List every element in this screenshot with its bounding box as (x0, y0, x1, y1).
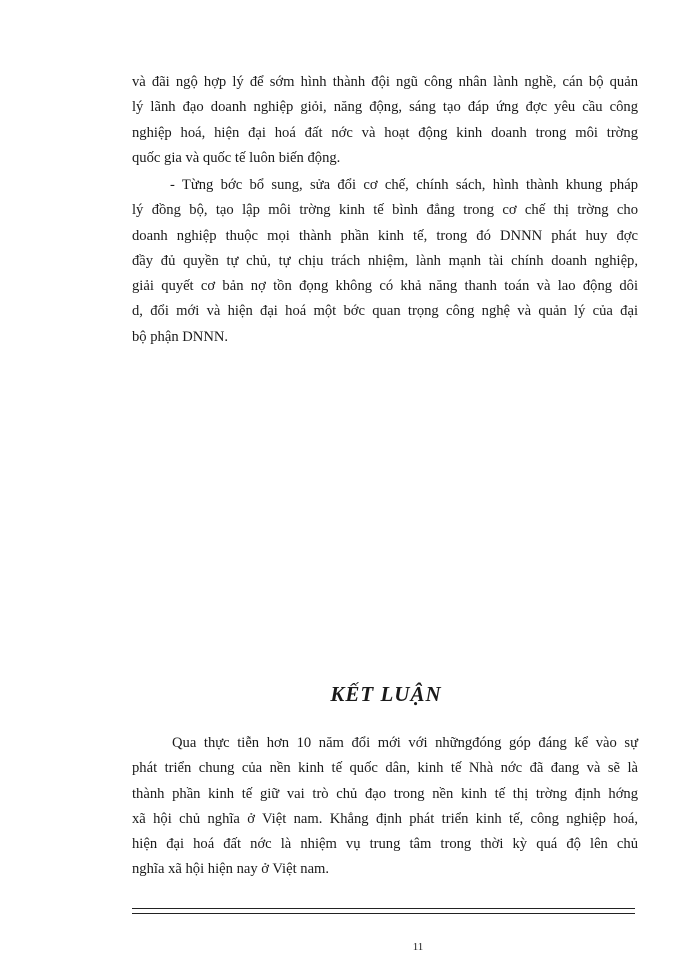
text-line: và đãi ngộ hợp lý để sớm hình thành đội ngũ công nhân lành nghề, cán bộ quản (132, 74, 638, 90)
text-line: đầy đủ quyền tự chủ, tự chịu trách nhiệm, lành mạnh tài chính doanh nghiệp, (132, 252, 638, 269)
text-line: giải quyết cơ bản nợ tồn đọng không có khả năng thanh toán và lao động dôi (132, 278, 638, 295)
text-line: hiện đại hoá đất nớc là nhiệm vụ trung tâm trong thời kỳ quá độ lên chủ (132, 836, 638, 853)
paragraph-workforce (132, 70, 638, 171)
text-line: Qua thực tiễn hơn 10 năm đổi mới với nhữngđóng góp đáng kể vào sự (172, 735, 638, 751)
text-line: lý đồng bộ, tạo lập môi trờng kinh tế bình đẳng trong cơ chế thị trờng cho (132, 202, 638, 219)
text-line: doanh nghiệp thuộc mọi thành phần kinh tế, trong đó DNNN phát huy đợc (132, 227, 638, 244)
text-line: lý lãnh đạo doanh nghiệp giỏi, năng động, sáng tạo đáp ứng đợc yêu cầu công (132, 99, 638, 116)
paragraph-legal-framework (132, 173, 638, 350)
text-line: nghiệp hoá, hiện đại hoá đất nớc và hoạt động kinh doanh trong môi trờng (132, 124, 638, 141)
conclusion-heading: KẾT LUẬN (330, 682, 442, 706)
page-number: 11 (412, 941, 424, 953)
text-line: phát triển chung của nền kinh tế quốc dân, kinh tế Nhà nớc đã đang và sẽ là (132, 760, 638, 777)
text-line: d, đổi mới và hiện đại hoá một bớc quan trọng công nghệ và quản lý của đại (132, 303, 638, 320)
footer-double-rule (132, 908, 635, 914)
text-line: nghĩa xã hội hiện nay ở Việt nam. (132, 861, 330, 878)
paragraph-conclusion (132, 731, 638, 883)
text-line: quốc gia và quốc tế luôn biến động. (132, 149, 341, 166)
text-line: - Từng bớc bổ sung, sửa đổi cơ chế, chính sách, hình thành khung pháp (170, 177, 638, 193)
text-line: xã hội chủ nghĩa ở Việt nam. Khẳng định phát triển kinh tế, công nghiệp hoá, (132, 810, 638, 827)
text-line: thành phần kinh tế giữ vai trò chủ đạo trong nền kinh tế thị trờng định hớng (132, 785, 638, 802)
text-line: bộ phận DNNN. (132, 328, 229, 345)
